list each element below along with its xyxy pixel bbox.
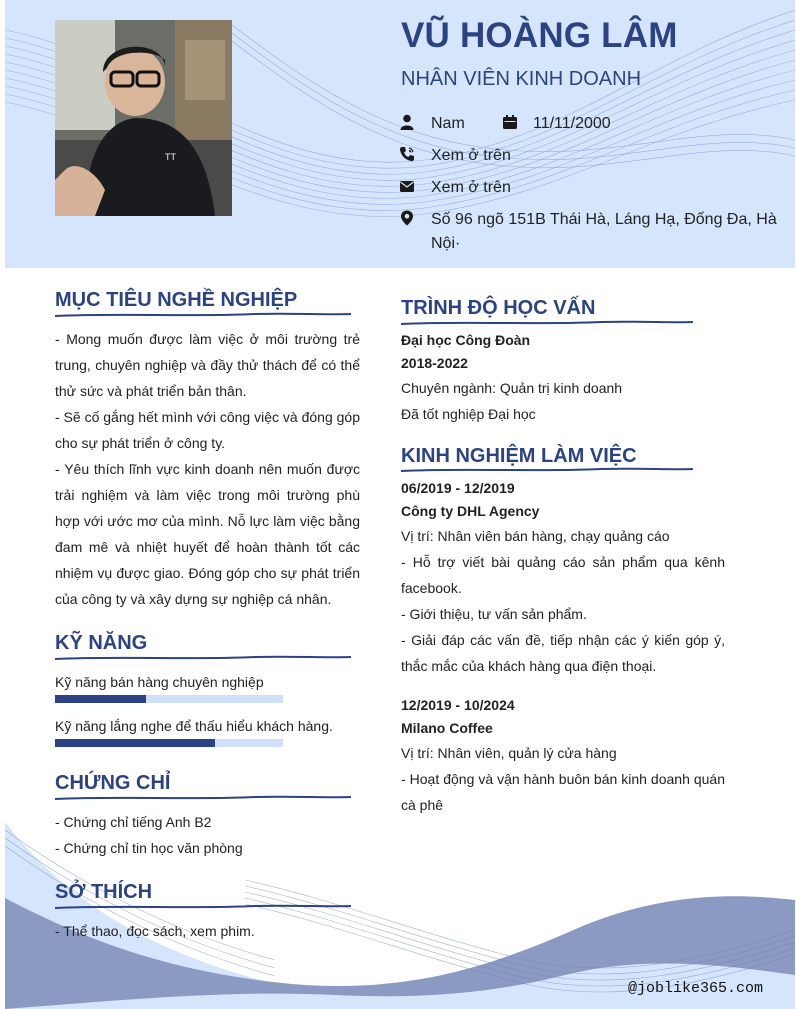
skill-bar-fill-1 — [55, 695, 146, 703]
experience-underline — [401, 466, 693, 474]
job-2-company: Milano Coffee — [401, 720, 493, 736]
profile-photo — [55, 20, 232, 216]
user-icon — [399, 114, 415, 130]
email-value: Xem ở trên — [431, 179, 511, 196]
job-1-duty-2: - Giới thiệu, tư vấn sản phẩm. — [401, 606, 587, 622]
job-1-company: Công ty DHL Agency — [401, 503, 540, 519]
gender-value: Nam — [431, 115, 465, 132]
job-1-duty-3: - Giải đáp các vấn đề, tiếp nhận các ý kiến góp ý, thắc mắc của khách hàng qua điện thoại. — [401, 632, 725, 674]
phone-value: Xem ở trên — [431, 147, 511, 164]
skill-bar-fill-2 — [55, 739, 215, 747]
skill-bar-2 — [55, 739, 283, 747]
education-school: Đại học Công Đoàn — [401, 332, 531, 348]
svg-text:TT: TT — [165, 152, 176, 162]
skill-label-2: Kỹ năng lắng nghe để thấu hiểu khách hàng. — [55, 718, 333, 734]
education-title: TRÌNH ĐỘ HỌC VẤN — [401, 297, 596, 319]
skill-bar-1 — [55, 695, 283, 703]
education-period: 2018-2022 — [401, 355, 468, 371]
address-line-1: Số 96 ngõ 151B Thái Hà, Láng Hạ, Đống Đa, Hà — [431, 211, 777, 228]
skill-label-1: Kỹ năng bán hàng chuyên nghiệp — [55, 674, 264, 690]
address-line-2: Nội· — [431, 235, 461, 252]
job-1-period: 06/2019 - 12/2019 — [401, 480, 515, 496]
certificate-item-2: - Chứng chỉ tin học văn phòng — [55, 840, 243, 856]
objective-title: MỤC TIÊU NGHỀ NGHIỆP — [55, 289, 298, 311]
skills-title: KỸ NĂNG — [55, 632, 148, 654]
job-2-duty-1: - Hoạt động và vận hành buôn bán kinh doanh quán cà phê — [401, 771, 725, 813]
hobbies-text: - Thể thao, đọc sách, xem phim. — [55, 923, 255, 939]
objective-paragraph-1: - Mong muốn được làm việc ở môi trường trẻ trung, chuyên nghiệp và đầy thử thách để có thể thử sức và phát triển bản thân. — [55, 331, 360, 399]
location-pin-icon — [399, 210, 415, 226]
certificates-title: CHỨNG CHỈ — [55, 772, 171, 794]
dob-value: 11/11/2000 — [533, 115, 611, 132]
education-major: Chuyên ngành: Quản trị kinh doanh — [401, 380, 623, 396]
calendar-icon — [502, 114, 518, 130]
phone-icon — [399, 146, 415, 162]
certificate-item-1: - Chứng chỉ tiếng Anh B2 — [55, 814, 212, 830]
skills-underline — [55, 654, 351, 662]
job-title: NHÂN VIÊN KINH DOANH — [401, 68, 642, 90]
job-2-role: Vị trí: Nhân viên, quản lý cửa hàng — [401, 745, 617, 761]
site-watermark: @joblike365.com — [628, 980, 764, 997]
objective-paragraph-2: - Sẽ cố gắng hết mình với công việc và đóng góp cho sự phát triển ở công ty. — [55, 409, 360, 451]
job-2-period: 12/2019 - 10/2024 — [401, 697, 515, 713]
envelope-icon — [399, 178, 415, 194]
candidate-name: VŨ HOÀNG LÂM — [401, 16, 678, 55]
objective-underline — [55, 311, 351, 319]
job-1-duty-1: - Hỗ trợ viết bài quảng cáo sản phẩm qua kênh facebook. — [401, 554, 725, 596]
job-1-role: Vị trí: Nhân viên bán hàng, chạy quảng cáo — [401, 528, 670, 544]
education-status: Đã tốt nghiệp Đại học — [401, 406, 536, 422]
objective-paragraph-3: - Yêu thích lĩnh vực kinh doanh nên muốn được trải nghiệm và làm việc trong môi trường phù hợp với ước mơ của mình. Nỗ lực làm việc bằng đam mê và nhiệt huyết để hoàn thành tốt các nhiệm vụ được giao. Đóng góp cho sự phát triển của công ty và xây dựng sự nghiệp cá nhân. — [55, 461, 360, 607]
hobbies-underline — [55, 903, 351, 911]
cv-page — [5, 0, 795, 1009]
education-underline — [401, 319, 693, 327]
hobbies-title: SỞ THÍCH — [55, 881, 153, 903]
certificates-underline — [55, 794, 351, 802]
experience-title: KINH NGHIỆM LÀM VIỆC — [401, 445, 637, 467]
